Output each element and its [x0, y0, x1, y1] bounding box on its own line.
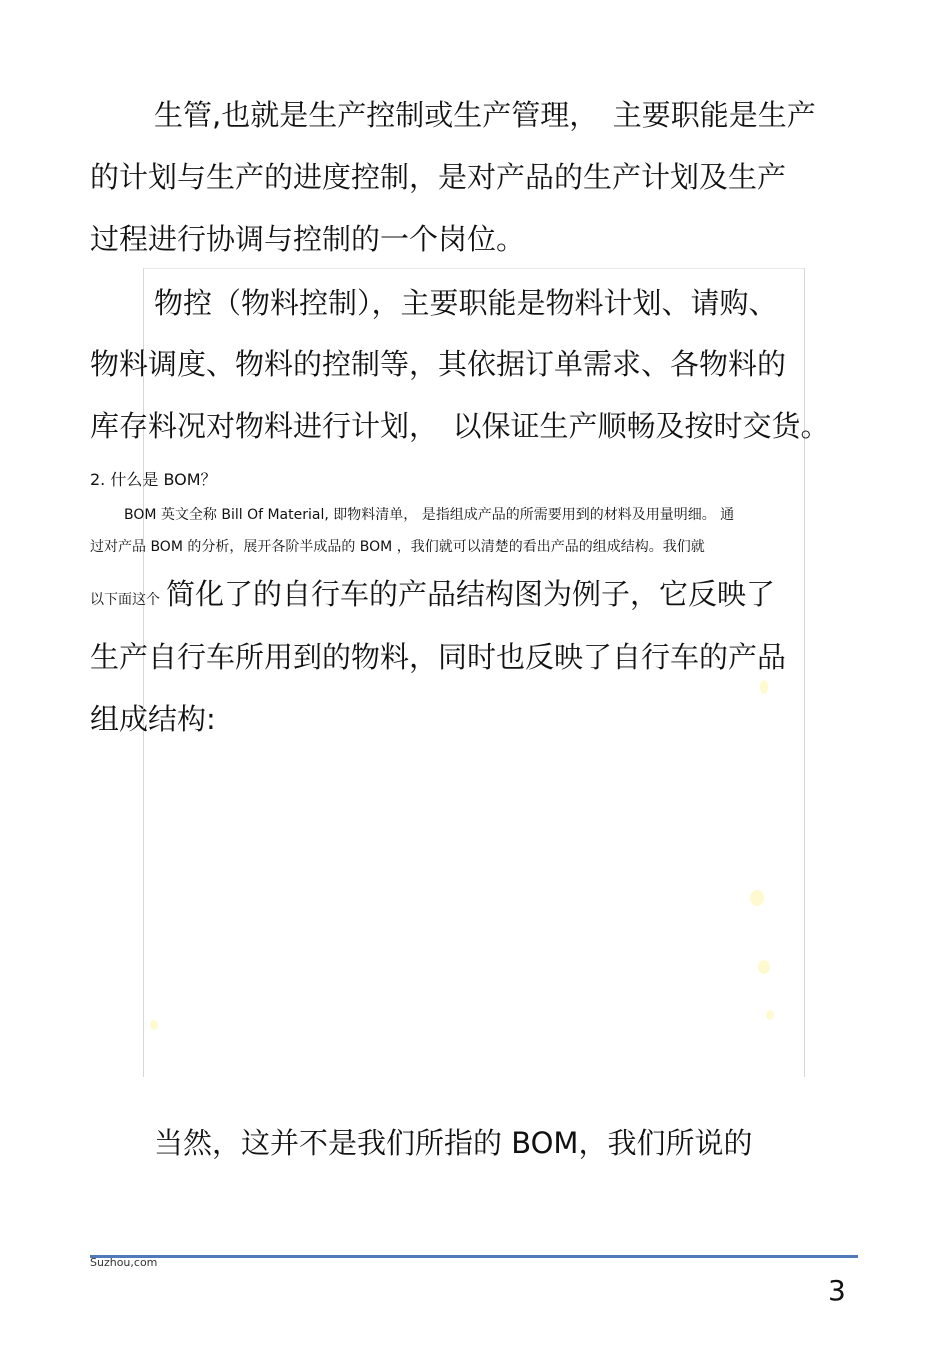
inline-small-text: 以下面这个 — [90, 592, 160, 608]
footer-rule — [90, 1255, 858, 1258]
paragraph-line: 库存料况对物料进行计划， 以保证生产顺畅及按时交货。 — [90, 409, 830, 443]
scan-fleck — [758, 960, 770, 974]
paragraph-line: 生管,也就是生产控制或生产管理， 主要职能是生产 — [154, 98, 816, 132]
paragraph-line: 当然，这并不是我们所指的 BOM，我们所说的 — [154, 1126, 753, 1160]
paragraph-line: 生产自行车所用到的物料，同时也反映了自行车的产品 — [90, 640, 787, 674]
scan-fleck — [750, 890, 764, 906]
paragraph-line — [90, 577, 776, 611]
paragraph-line: 过程进行协调与控制的一个岗位。 — [90, 222, 526, 256]
paragraph-line: 的计划与生产的进度控制，是对产品的生产计划及生产 — [90, 160, 787, 194]
paragraph-line: 物料调度、物料的控制等，其依据订单需求、各物料的 — [90, 347, 787, 381]
inline-large-text: 简化了的自行车的产品结构图为例子，它反映了 — [166, 577, 776, 611]
paragraph-line: 物控（物料控制），主要职能是物料计划、请购、 — [154, 286, 778, 320]
scan-fleck — [760, 680, 768, 694]
paragraph-line: 过对产品 BOM 的分析，展开各阶半成品的 BOM ，我们就可以清楚的看出产品的组成结构。我们就 — [90, 539, 705, 555]
footer-company: Suzhou,com — [90, 1256, 158, 1269]
scan-fleck — [766, 1010, 774, 1020]
scan-fleck — [150, 1020, 158, 1030]
paragraph-line: BOM 英文全称 Bill Of Material, 即物料清单， 是指组成产品的所需要用到的材料及用量明细。 通 — [124, 507, 735, 523]
page-number: 3 — [828, 1274, 846, 1307]
section-heading: 2. 什么是 BOM？ — [90, 470, 217, 489]
paragraph-line: 组成结构: — [90, 702, 216, 736]
